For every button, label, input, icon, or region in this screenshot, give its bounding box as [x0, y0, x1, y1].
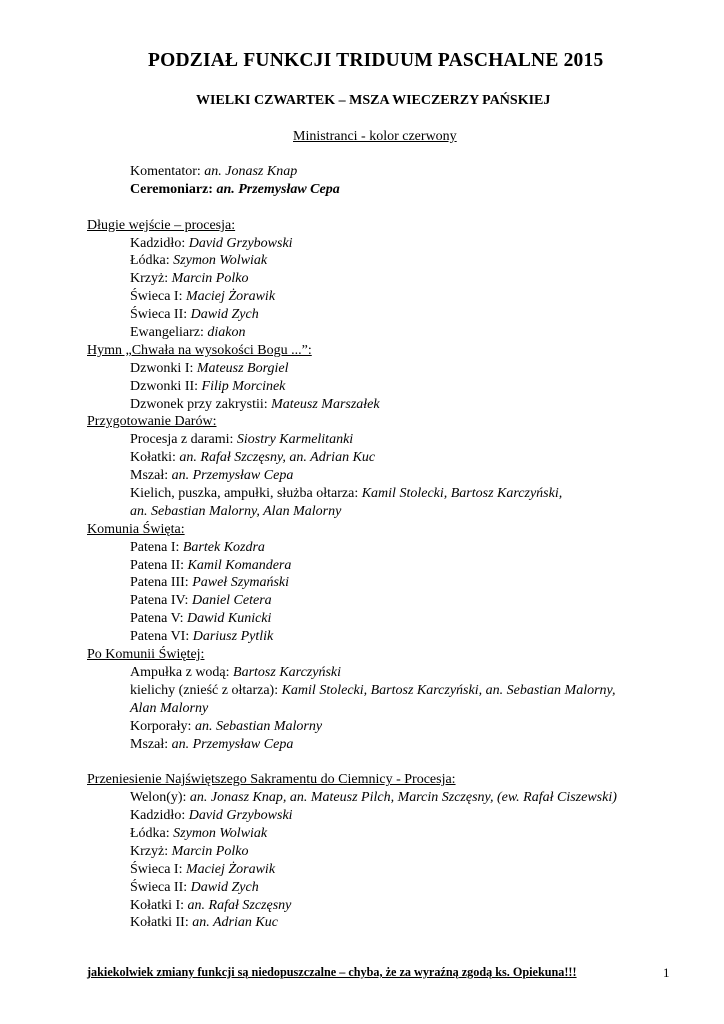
section-heading: Po Komunii Świętej: — [87, 647, 205, 663]
assignment-line — [87, 628, 687, 646]
section-heading: Komunia Święta: — [87, 521, 185, 537]
person-name: Marcin Polko — [171, 843, 249, 859]
role-label: Krzyż: — [130, 271, 172, 287]
person-name: Dawid Zych — [190, 879, 259, 895]
assignment-line — [87, 557, 687, 575]
role-label: Świeca II: — [130, 307, 191, 323]
person-name: an. Adrian Kuc — [192, 915, 278, 931]
role-label: Patena III: — [130, 575, 193, 591]
assignment-line — [87, 539, 687, 557]
role-label: Procesja z darami: — [130, 432, 237, 448]
assignment-line — [87, 700, 687, 718]
blank-line — [87, 199, 687, 217]
assignment-line — [87, 306, 687, 324]
person-name: Dariusz Pytlik — [192, 629, 274, 645]
assignment-line — [87, 610, 687, 628]
person-name: Kamil Stolecki, Bartosz Karczyński, an. Sebastian Malorny, — [281, 682, 616, 698]
role-label: Kadzidło: — [130, 235, 189, 251]
section-heading: Hymn „Chwała na wysokości Bogu ...”: — [87, 342, 312, 358]
role-label: Patena IV: — [130, 593, 192, 609]
role-label: Łódka: — [130, 253, 174, 269]
role-label: Korporały: — [130, 718, 195, 734]
person-name: Bartosz Karczyński — [233, 664, 342, 680]
person-name: an. Przemysław Cepa — [171, 736, 294, 752]
assignment-line — [87, 396, 687, 414]
role-label: Komentator: — [130, 164, 205, 179]
section-subheading: Ministranci - kolor czerwony — [293, 129, 457, 144]
person-name: Paweł Szymański — [192, 575, 290, 591]
assignment-line — [87, 807, 687, 825]
blank-line — [87, 753, 687, 771]
role-label: Patena VI: — [130, 629, 193, 645]
role-label: Mszał: — [130, 468, 172, 484]
person-name: Dawid Kunicki — [187, 611, 272, 627]
assignment-line — [87, 485, 687, 503]
person-name: Alan Malorny — [130, 700, 209, 716]
assignment-line — [87, 431, 687, 449]
assignment-line — [87, 592, 687, 610]
assignment-line — [87, 861, 687, 879]
assignment-line — [87, 825, 687, 843]
role-label: Kielich, puszka, ampułki, służba ołtarza: — [130, 486, 362, 502]
assignment-line — [87, 736, 687, 754]
person-name: Bartek Kozdra — [182, 539, 265, 555]
person-name: Mateusz Marszałek — [271, 396, 380, 412]
role-label: Mszał: — [130, 736, 172, 752]
footer-note: jakiekolwiek zmiany funkcji są niedopuszczalne – chyba, że za wyraźną zgodą ks. Opiekuna!!! — [87, 965, 577, 979]
role-label: kielichy (znieść z ołtarza): — [130, 682, 282, 698]
role-label: Dzwonki II: — [130, 378, 202, 394]
role-label: Patena V: — [130, 611, 188, 627]
person-name: David Grzybowski — [188, 808, 293, 824]
role-label: Świeca I: — [130, 861, 186, 877]
document-subtitle: WIELKI CZWARTEK – MSZA WIECZERZY PAŃSKIEJ — [196, 93, 551, 108]
role-label: Świeca II: — [130, 879, 191, 895]
assignment-line — [87, 181, 687, 199]
role-label: Dzwonki I: — [130, 360, 197, 376]
person-name: Marcin Polko — [171, 271, 249, 287]
person-name: Siostry Karmelitanki — [236, 432, 354, 448]
role-label: Świeca I: — [130, 289, 186, 305]
person-name: an. Przemysław Cepa — [171, 468, 294, 484]
role-label: Kadzidło: — [130, 808, 189, 824]
role-label: Dzwonek przy zakrystii: — [130, 396, 272, 412]
assignment-line — [87, 235, 687, 253]
role-label: Ampułka z wodą: — [130, 664, 234, 680]
assignment-line — [87, 682, 687, 700]
assignment-line — [87, 163, 687, 181]
role-label: Kołatki I: — [130, 897, 188, 913]
person-name: Dawid Zych — [190, 307, 259, 323]
assignment-line — [87, 503, 687, 521]
role-label: Krzyż: — [130, 843, 172, 859]
person-name: an. Jonasz Knap — [204, 164, 298, 179]
person-name: Kamil Stolecki, Bartosz Karczyński, — [361, 486, 563, 502]
section-heading: Długie wejście – procesja: — [87, 217, 236, 233]
role-label: Welon(y): — [130, 790, 190, 806]
assignment-line — [87, 897, 687, 915]
assignment-line — [87, 843, 687, 861]
document-title: PODZIAŁ FUNKCJI TRIDUUM PASCHALNE 2015 — [148, 50, 604, 71]
assignment-line — [87, 914, 687, 932]
person-name: David Grzybowski — [188, 235, 293, 251]
section-heading: Przeniesienie Najświętszego Sakramentu do Ciemnicy - Procesja: — [87, 772, 456, 788]
role-label: Patena II: — [130, 557, 188, 573]
assignment-line — [87, 449, 687, 467]
assignment-list — [87, 163, 687, 932]
section-heading: Przygotowanie Darów: — [87, 414, 217, 430]
person-name: an. Sebastian Malorny, Alan Malorny — [130, 503, 342, 519]
person-name: Filip Morcinek — [201, 378, 286, 394]
assignment-line — [87, 324, 687, 342]
person-name: Maciej Żorawik — [185, 861, 276, 877]
assignment-line — [87, 718, 687, 736]
role-label: Ewangeliarz: — [130, 325, 208, 341]
role-label: Łódka: — [130, 825, 174, 841]
assignment-line — [87, 252, 687, 270]
assignment-line — [87, 378, 687, 396]
person-name: Daniel Cetera — [191, 593, 272, 609]
person-name: Szymon Wolwiak — [173, 825, 268, 841]
role-label: Patena I: — [130, 539, 183, 555]
person-name: an. Rafał Szczęsny, an. Adrian Kuc — [179, 450, 376, 466]
assignment-line — [87, 360, 687, 378]
assignment-line — [87, 467, 687, 485]
page-number: 1 — [663, 965, 670, 980]
role-label: Kołatki: — [130, 450, 180, 466]
person-name: an. Rafał Szczęsny — [187, 897, 292, 913]
person-name: Kamil Komandera — [187, 557, 292, 573]
role-label: Ceremoniarz: — [130, 181, 217, 197]
person-name: an. Przemysław Cepa — [216, 181, 340, 197]
assignment-line — [87, 789, 687, 807]
assignment-line — [87, 574, 687, 592]
assignment-line — [87, 288, 687, 306]
person-name: an. Jonasz Knap, an. Mateusz Pilch, Marcin Szczęsny, (ew. Rafał Ciszewski) — [189, 790, 617, 806]
assignment-line — [87, 879, 687, 897]
person-name: diakon — [207, 325, 246, 341]
role-label: Kołatki II: — [130, 915, 193, 931]
assignment-line — [87, 270, 687, 288]
assignment-line — [87, 664, 687, 682]
person-name: an. Sebastian Malorny — [194, 718, 323, 734]
person-name: Maciej Żorawik — [185, 289, 276, 305]
person-name: Szymon Wolwiak — [173, 253, 268, 269]
person-name: Mateusz Borgiel — [196, 360, 289, 376]
